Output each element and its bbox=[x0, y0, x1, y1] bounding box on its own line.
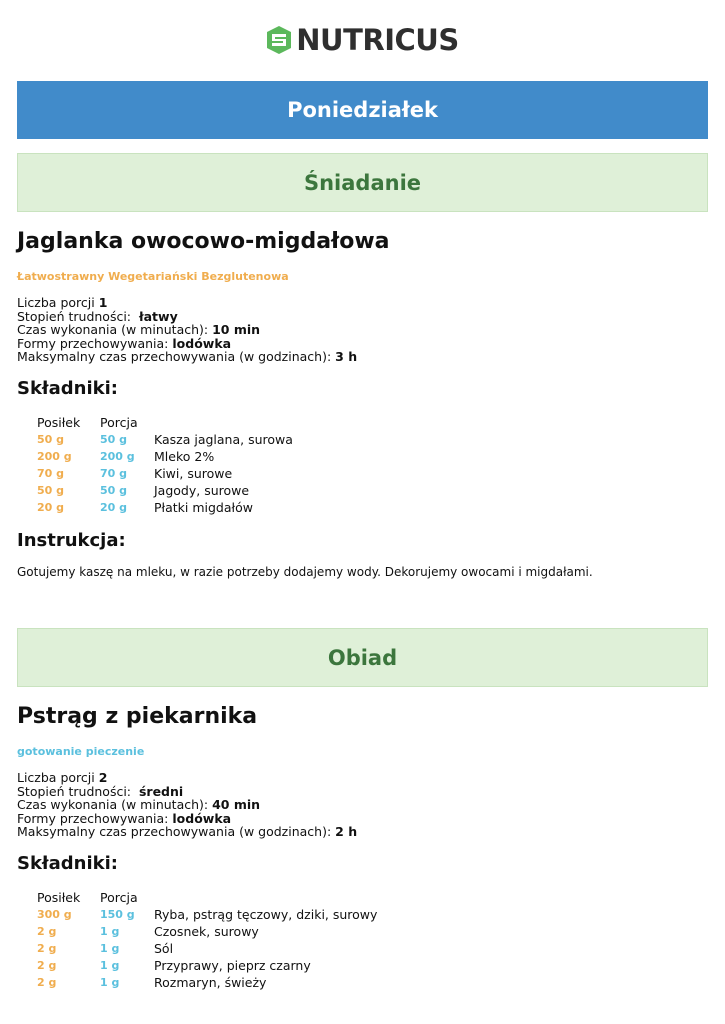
ingredients-header-row bbox=[37, 889, 377, 906]
ingredient-name: Przyprawy, pieprz czarny bbox=[154, 958, 311, 973]
day-banner: Poniedziałek bbox=[17, 81, 708, 139]
ingredient-meal-amount: 50 g bbox=[37, 433, 65, 446]
ingredient-meal-amount: 2 g bbox=[37, 959, 57, 972]
ingredient-row bbox=[37, 499, 293, 516]
logo-text: NUTRICUS bbox=[296, 23, 459, 57]
recipe-tags: Łatwostrawny Wegetariański Bezglutenowa bbox=[17, 270, 289, 283]
ingredient-name: Płatki migdałów bbox=[154, 500, 253, 515]
ingredient-meal-amount: 300 g bbox=[37, 908, 72, 921]
ingredient-portion-amount: 1 g bbox=[100, 925, 120, 938]
meta-servings: Liczba porcji 2 bbox=[17, 770, 108, 785]
recipe-title: Pstrąg z piekarnika bbox=[17, 704, 258, 729]
instructions-heading-breakfast bbox=[17, 530, 708, 552]
ingredient-row bbox=[37, 465, 293, 482]
ingredients-title: Składniki: bbox=[17, 853, 118, 874]
meta-time: Czas wykonania (w minutach): 40 min bbox=[17, 797, 261, 812]
ingredient-name: Ryba, pstrąg tęczowy, dziki, surowy bbox=[154, 907, 378, 922]
ingredients-table-breakfast bbox=[37, 414, 293, 516]
ingredient-meal-amount: 2 g bbox=[37, 942, 57, 955]
header-meal: Posiłek bbox=[37, 890, 81, 905]
ingredients-header-row bbox=[37, 414, 293, 431]
ingredient-name: Jagody, surowe bbox=[154, 483, 250, 498]
ingredient-portion-amount: 1 g bbox=[100, 959, 120, 972]
recipe-lunch bbox=[17, 703, 708, 839]
meta-storage: Formy przechowywania: lodówka bbox=[17, 810, 232, 826]
meal-banner-lunch: Obiad bbox=[17, 628, 708, 687]
instructions-text: Gotujemy kaszę na mleku, w razie potrzeby dodajemy wody. Dekorujemy owocami i migdałami. bbox=[17, 565, 593, 579]
meta-difficulty: Stopień trudności: średni bbox=[17, 783, 184, 799]
ingredient-row bbox=[37, 974, 377, 991]
ingredient-meal-amount: 200 g bbox=[37, 450, 72, 463]
ingredient-name: Kiwi, surowe bbox=[154, 466, 233, 481]
ingredient-row bbox=[37, 482, 293, 499]
recipe-meta bbox=[17, 771, 708, 839]
ingredient-portion-amount: 50 g bbox=[100, 484, 128, 497]
ingredient-meal-amount: 2 g bbox=[37, 976, 57, 989]
ingredient-row bbox=[37, 906, 377, 923]
brand-logo bbox=[0, 24, 725, 56]
ingredient-portion-amount: 150 g bbox=[100, 908, 135, 921]
ingredients-table-lunch bbox=[37, 889, 377, 991]
recipe-title: Jaglanka owocowo-migdałowa bbox=[17, 229, 390, 254]
meta-max-storage: Maksymalny czas przechowywania (w godzinach): 2 h bbox=[17, 824, 358, 839]
ingredients-heading-breakfast bbox=[17, 378, 708, 400]
ingredient-name: Czosnek, surowy bbox=[154, 924, 259, 939]
ingredient-row bbox=[37, 957, 377, 974]
ingredient-meal-amount: 20 g bbox=[37, 501, 65, 514]
ingredient-meal-amount: 50 g bbox=[37, 484, 65, 497]
instructions-title: Instrukcja: bbox=[17, 530, 126, 551]
ingredient-portion-amount: 1 g bbox=[100, 976, 120, 989]
ingredient-row bbox=[37, 448, 293, 465]
ingredient-meal-amount: 2 g bbox=[37, 925, 57, 938]
ingredient-portion-amount: 70 g bbox=[100, 467, 128, 480]
recipe-tags: gotowanie pieczenie bbox=[17, 745, 145, 758]
meta-time: Czas wykonania (w minutach): 10 min bbox=[17, 322, 261, 337]
ingredient-name: Sól bbox=[154, 941, 174, 956]
ingredient-row bbox=[37, 923, 377, 940]
ingredient-portion-amount: 1 g bbox=[100, 942, 120, 955]
recipe-breakfast bbox=[17, 228, 708, 364]
ingredient-meal-amount: 70 g bbox=[37, 467, 65, 480]
header-portion: Porcja bbox=[100, 890, 138, 905]
ingredient-portion-amount: 50 g bbox=[100, 433, 128, 446]
ingredient-name: Kasza jaglana, surowa bbox=[154, 432, 293, 447]
nutricus-logo-icon bbox=[266, 25, 292, 55]
ingredients-heading-lunch bbox=[17, 853, 708, 875]
recipe-meta bbox=[17, 296, 708, 364]
meal-banner-breakfast: Śniadanie bbox=[17, 153, 708, 212]
ingredient-portion-amount: 200 g bbox=[100, 450, 135, 463]
meta-servings: Liczba porcji 1 bbox=[17, 295, 108, 310]
header-portion: Porcja bbox=[100, 415, 138, 430]
ingredients-title: Składniki: bbox=[17, 378, 118, 399]
ingredient-portion-amount: 20 g bbox=[100, 501, 128, 514]
meta-difficulty: Stopień trudności: łatwy bbox=[17, 308, 178, 324]
ingredient-row bbox=[37, 431, 293, 448]
header-meal: Posiłek bbox=[37, 415, 81, 430]
ingredient-name: Mleko 2% bbox=[154, 449, 215, 464]
ingredient-row bbox=[37, 940, 377, 957]
ingredient-name: Rozmaryn, świeży bbox=[154, 975, 267, 990]
meta-max-storage: Maksymalny czas przechowywania (w godzinach): 3 h bbox=[17, 349, 358, 364]
meta-storage: Formy przechowywania: lodówka bbox=[17, 335, 232, 351]
